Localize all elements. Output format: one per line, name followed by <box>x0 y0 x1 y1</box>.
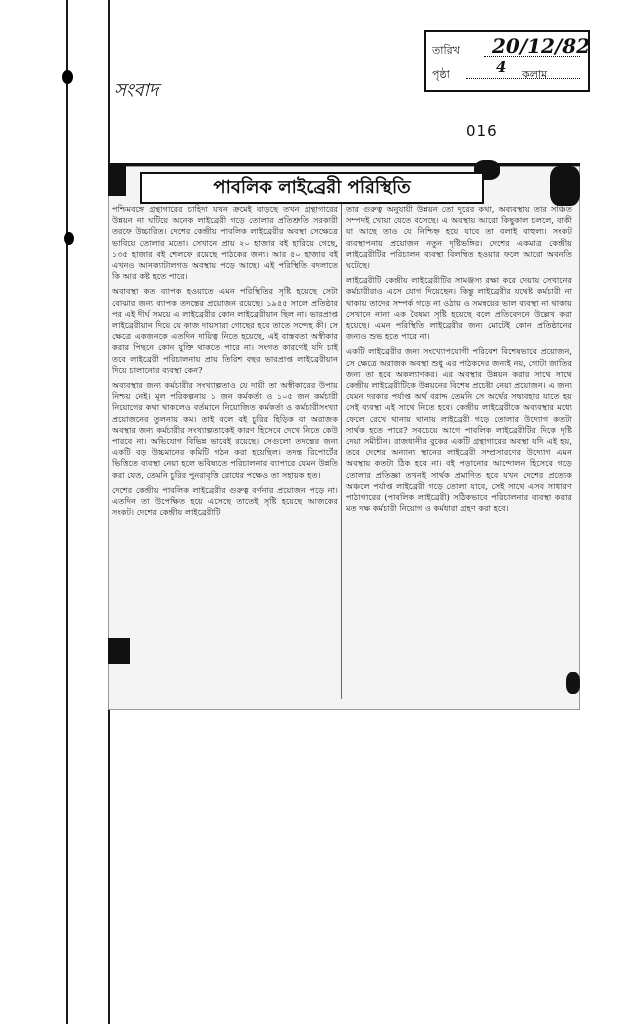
ink-blot <box>108 166 126 196</box>
article-paragraph: লাইব্রেরীটি কেন্দ্রীয় লাইব্রেরীটির সামঞ্জস্য রক্ষা করে দেয়ায় সেখানের কর্মচারীরাও এসে যোগ দিয়েছেন। কিন্তু লাইব্রেরীর যথেষ্ট কর্মচারী না থাকায় তাদের সম্পর্ক গড়ে না ওঠায় ও সমন্বয়ের ভাল ব্যবস্থা না থাকায় সেখানে নানা এক বৈষম্য সৃষ্টি হয়েছে বলে প্রতিবেদনে উল্লেখ করা হয়েছে। এমন পরিস্থিতি লাইব্রেরীর জন্য মোটেই কোন প্রতিষ্ঠানের জন্যও শুভ হতে পারে না। <box>346 275 572 342</box>
stamp-page-value: 4 <box>496 58 507 76</box>
stamp-date-value: 20/12/82 <box>492 34 591 58</box>
article-paragraph: দেশের কেন্দ্রীয় পাবলিক লাইব্রেরীর গুরুত্ব বর্ণনার প্রয়োজন পড়ে না। এতদিন তা উপেক্ষিত হয়ে এসেছে তাতেই সৃষ্টি হয়েছে আজকের সংকট। দেশের কেন্দ্রীয় লাইব্রেরীটি <box>112 484 338 518</box>
stamp-page-rule <box>466 78 580 79</box>
article-right-column <box>346 204 572 699</box>
article-headline: পাবলিক লাইব্রেরী পরিস্থিতি <box>140 172 484 204</box>
handwritten-newspaper-name: সংবাদ <box>114 80 159 101</box>
stamp-date-rule <box>484 56 580 57</box>
ink-blot <box>566 672 580 694</box>
article-paragraph: অবাবস্থা কত ব্যাপক হওয়াতে এমন পরিস্থিতির সৃষ্টি হয়েছে সেটা বোঝার জন্য ব্যাপক তদন্তের প্রয়োজন রয়েছে। ১৯৫৫ সালে প্রতিষ্ঠার পর এই দীর্ঘ সময়ে এ লাইব্রেরীর কোন লাইব্রেরীয়ান ছিল না। ভারপ্রাপ্ত লাইব্রেরীয়ান দিয়ে যে কাজ দায়সারা গোছের হবে তাতে সন্দেহ কী। সে ক্ষেত্রে একজনকে এতদিন দায়িত্ব নিতে হয়েছে, এই বাস্তবতা অস্বীকার করার পিছনে কোন যুক্তি থাকতে পারে না। সংগত কারণেই যদি চাই তবে লাইব্রেরী পরিচালনায় প্রায় তিরিশ বছর ভারপ্রাপ্ত লাইব্রেরীয়ান দিয়ে চালানোর ব্যবস্থা কেন? <box>112 286 338 375</box>
stamp-page-label: পৃষ্ঠা <box>432 68 450 81</box>
article-paragraph: পশ্চিমবঙ্গে গ্রন্থাগারের চাহিদা যখন ক্রমেই বাড়ছে তখন গ্রন্থাগারের উন্নয়ন না ঘটিয়ে অনেক লাইব্রেরী গড়ে তোলার প্রতিশ্রুতি সরকারী তরফে উচ্চারিত। দেশের কেন্দ্রীয় পাবলিক লাইব্রেরীর অবস্থা সেক্ষেত্রে ভাবিয়ে তোলার মতো। সেখানে প্রায় ২০ হাজার বই হারিয়ে গেছে, ১৩৫ হাজার বই শেলফে রয়েছে পাঠকের জন্য। আর ৫০ হাজার বই এখনও আনক্যাটালগড অবস্থায় পড়ে আছে। এই পরিস্থিতি বদলাতে কি আর কষ্ট হতে পারে। <box>112 204 338 282</box>
archive-stamp <box>424 30 590 92</box>
stamp-column-label: কলাম <box>522 68 548 81</box>
punch-hole-mark <box>62 70 73 84</box>
scan-margin-line <box>66 0 68 1024</box>
stamp-date-label: তারিখ <box>432 44 460 57</box>
archive-page-number: 016 <box>466 122 498 140</box>
ink-blot <box>550 166 580 206</box>
article-paragraph: একটি লাইব্রেরীর জন্য সংখ্যোপযোগী পরিবেশ বিশেষভাবে প্রয়োজন, সে ক্ষেত্রে অরাজক অবস্থা শুধু এর পাঠকদের জন্যই নয়, গোটা জাতির জন্য তা হবে অকল্যাণকর। এর অবস্থার উন্নয়ন করার সাথে সাথে কেন্দ্রীয় লাইব্রেরীটিকে উন্নয়নের বিশেষ প্রচেষ্টা নেয়া প্রয়োজন। এ জন্য যেমন দরকার পর্যাপ্ত অর্থ বরাদ্দ তেমনি সে অর্থের সদ্ব্যবহার যাতে হয় সেই ব্যবস্থা এই সাথে নিতে হবে। কেন্দ্রীয় লাইব্রেরীকে অব্যবস্থার মধ্যে ফেলে রেখে থানায় থানায় লাইব্রেরী গড়ে তোলার উদ্যোগ কতটা সার্থক হতে পারে? সবচেয়ে আগে পাবলিক লাইব্রেরীটির দিকে দৃষ্টি দেয়া সমীচীন। রাজধানীর বুকের একটি গ্রন্থাগারের অবস্থা যদি এই হয়, তবে দেশের অন্যান্য স্থানের লাইব্রেরী সম্প্রসারণের উদ্যোগ এমন অবস্থায় কতটা ঠিক হবে না। বই পড়ানোর আন্দোলন হিসেবে গড়ে তোলার প্রতিজ্ঞা তখনই সার্থক প্রমাণিত হবে যখন দেশের প্রত্যেক অঞ্চলে পর্যাপ্ত লাইব্রেরী গড়ে তোলা যাবে, সেই সাথে এসব সাধারণ পাঠাগারের (পাবলিক লাইব্রেরী) সঠিকভাবে পরিচালনার ব্যবস্থা করার মত দক্ষ কর্মচারী নিয়োগ ও কর্মধারা গ্রহণ করা হবে। <box>346 346 572 514</box>
article-paragraph: অব্যবস্থার জন্য কর্মচারীর সংখ্যাল্পতাও যে দায়ী তা অস্বীকারের উপায় নিশ্চয় নেই। মূল পরিকল্পনায় ১ জন কর্মকর্তা ও ১০৫ জন কর্মচারী নিয়োগের কথা থাকলেও বর্তমানে নিয়োজিত কর্মকর্তা ও কর্মচারীসংখ্যা প্রয়োজনের তুলনায় কম। তাই বলে বই চুরির হিড়িক বা অরাজক অবস্থার জন্য কর্মচারীর সংখ্যাল্পতাকেই কারণ হিসেবে দেখে নিতে কেউ পারবে না। অভিযোগ বিভিন্ন ভাবেই রয়েছে। সেগুলো তদন্তের জন্য একটি বড় উচ্চমানের কমিটি গঠন করা হয়েছিল। তদন্ত রিপোর্টের ভিত্তিতে ব্যবস্থা নেয়া হলে ভবিষ্যতে পরিচালনার ব্যাপারে যেমন উন্নতি করা যেত, তেমনি চুরির পুনরাবৃত্তি রোধের পক্ষেও তা সহায়ক হত। <box>112 380 338 480</box>
article-left-column <box>112 204 338 699</box>
punch-hole-mark <box>64 232 74 245</box>
article-paragraph: তার গুরুত্ব অনুযায়ী উন্নয়ন তো দূরের কথা, অব্যবস্থায় তার সঞ্চিত সম্পদই খোয়া যেতে বসেছে। এ অবস্থায় আরো কিছুকাল চললে, বাকী যা আছে তাও যে নিশ্চিহ্ন হয়ে যাবে তা বলাই বাহুল্য। সংকট ব্যবস্থাপনায় প্রয়োজন নতুন দৃষ্টিভঙ্গির। দেশের একমাত্র কেন্দ্রীয় লাইব্রেরীটির পরিচালন ব্যবস্থা বিলম্বিত হওয়ার ফলে আরো অবনতি ঘটেছে। <box>346 204 572 271</box>
column-divider <box>341 204 342 699</box>
